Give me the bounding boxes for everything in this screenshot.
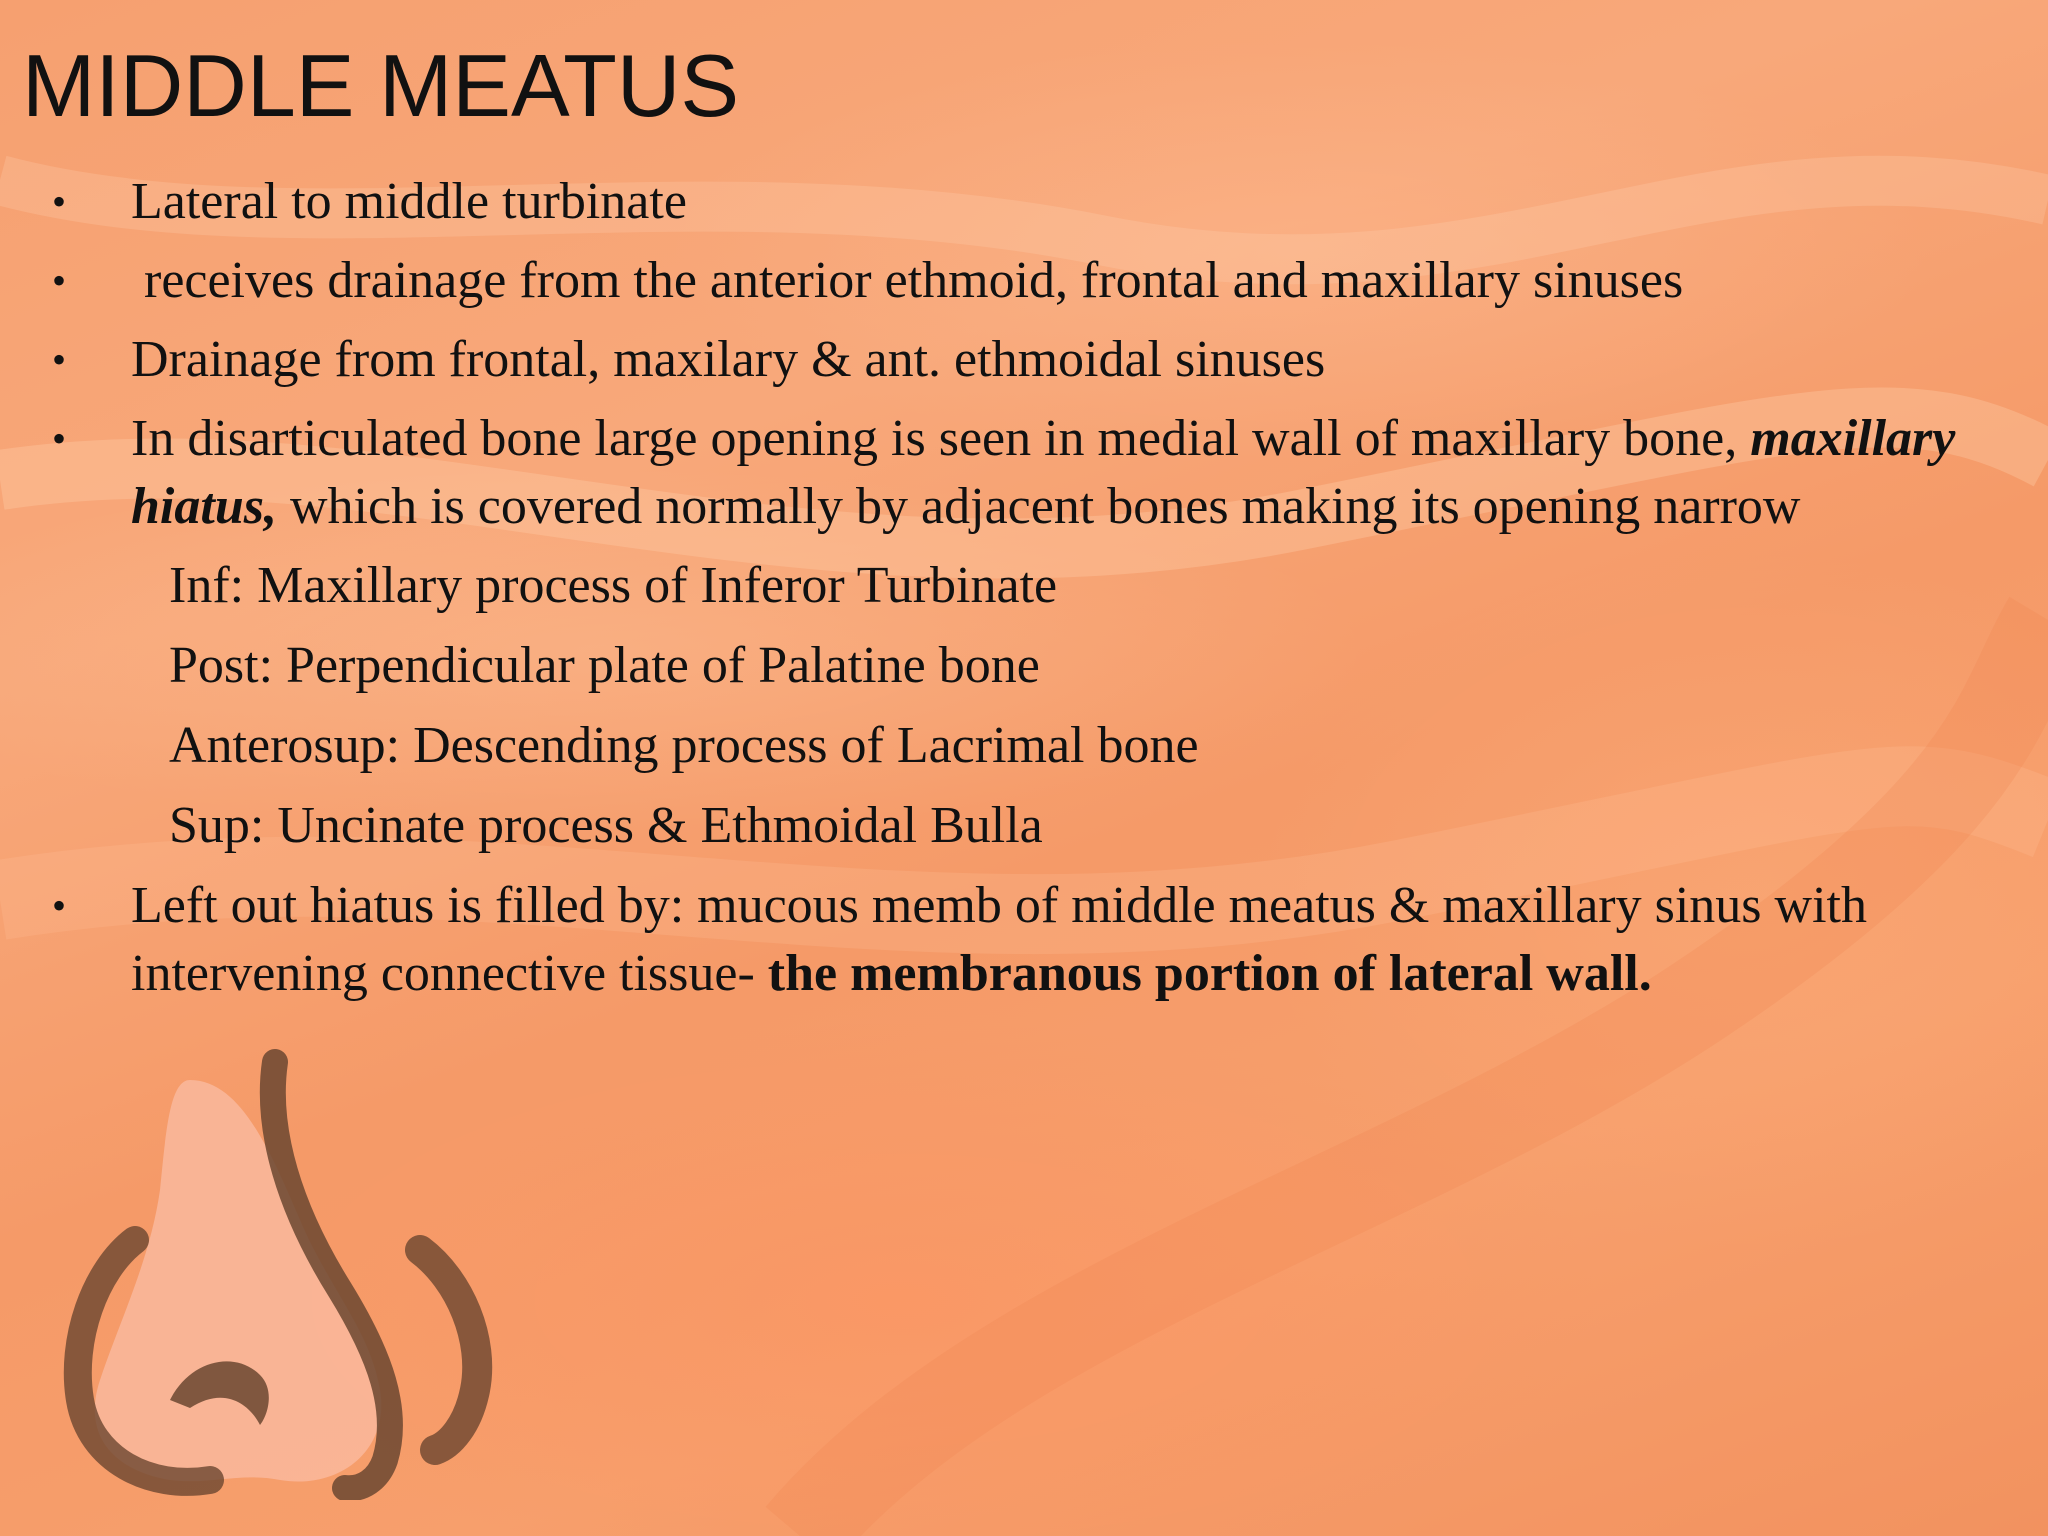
bullet-icon: •	[52, 883, 67, 928]
nose-illustration-icon	[40, 1040, 520, 1500]
sub-item: Post: Perpendicular plate of Palatine bone	[169, 637, 1040, 694]
bullet-icon: •	[52, 258, 67, 303]
bullet-text: Drainage from frontal, maxilary & ant. ethmoidal sinuses	[131, 331, 1326, 388]
bullet-icon: •	[52, 337, 67, 382]
emphasis-term: maxillary hiatus,	[131, 410, 1956, 535]
emphasis-term: the membranous portion of lateral wall.	[767, 945, 1652, 1002]
sub-item: Inf: Maxillary process of Inferor Turbinate	[169, 557, 1058, 614]
bullet-text: receives drainage from the anterior ethmoid, frontal and maxillary sinuses	[131, 252, 1684, 309]
bullet-text: which is covered normally by adjacent bones making its opening narrow	[276, 478, 1801, 535]
slide-title: MIDDLE MEATUS	[22, 36, 740, 135]
bullet-item	[0, 247, 2000, 315]
bullet-text: Lateral to middle turbinate	[131, 173, 687, 230]
bullet-icon: •	[52, 179, 67, 224]
bullet-item	[0, 405, 2000, 541]
bullet-text: Left out hiatus is filled by: mucous memb of middle meatus & maxillary sinus with intervening connective tissue-	[131, 877, 1867, 1002]
slide-body	[0, 168, 2000, 1019]
bullet-item	[0, 326, 2000, 394]
bullet-icon: •	[52, 416, 67, 461]
sub-item: Anterosup: Descending process of Lacrimal bone	[169, 717, 1199, 774]
bullet-item	[0, 872, 2000, 1008]
bullet-text: In disarticulated bone large opening is seen in medial wall of maxillary bone,	[131, 410, 1751, 467]
bullet-item	[0, 168, 2000, 236]
sub-item: Sup: Uncinate process & Ethmoidal Bulla	[169, 797, 1043, 854]
